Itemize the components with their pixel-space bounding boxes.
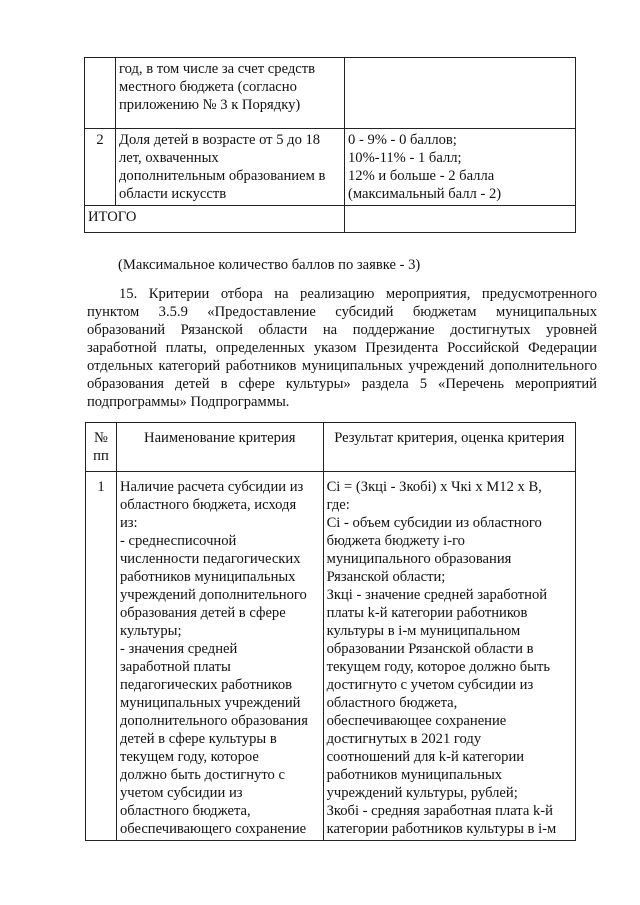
text-line: учреждений дополнительного	[119, 587, 307, 603]
text-line: должно быть достигнуто с	[119, 767, 285, 783]
header-num	[86, 423, 117, 472]
text-line: - среднесписочной	[119, 533, 237, 549]
text-line: областного бюджета,	[119, 803, 251, 819]
criterion-cell	[116, 58, 345, 129]
text-line: педагогических работников	[119, 677, 293, 693]
criterion-cell	[116, 472, 323, 841]
text-line: 10%-11% - 1 балл;	[348, 150, 462, 166]
header-num-symbol: №	[94, 430, 108, 446]
text-line: заработной платы	[119, 659, 231, 675]
text-line: дополнительного образования	[119, 713, 308, 729]
section-15-paragraph: 15. Критерии отбора на реализацию мероприятия, предусмотренного пунктом 3.5.9 «Предоставление субсидий бюджетам муниципальных образований Рязанской области на поддержание достигнутых уровней заработной платы, определенных указом Президента Российской Федерации отдельных категорий работников муниципальных учреждений дополнительного образования детей в сфере культуры» раздела 5 «Перечень мероприятий подпрограммы» Подпрограммы.	[87, 286, 597, 410]
header-result: Результат критерия, оценка критерия	[323, 423, 575, 472]
text-line: приложению № 3 к Порядку)	[119, 97, 301, 113]
text-line: детей в сфере культуры в	[119, 731, 277, 747]
criteria-table-continued	[84, 57, 576, 233]
text-line: достигнуто с учетом субсидии из	[326, 677, 534, 693]
criteria-table-section-15	[85, 422, 576, 841]
result-cell	[323, 472, 575, 841]
table-row	[86, 472, 576, 841]
text-line: образовании Рязанской области в	[326, 641, 534, 657]
criterion-cell	[116, 129, 345, 206]
total-label: ИТОГО	[85, 206, 345, 233]
text-line: культуры в i-м муниципальном	[326, 623, 521, 639]
text-line: численности педагогических	[119, 551, 301, 567]
text-line: Зкобi - средняя заработная плата k-й	[326, 803, 553, 819]
table-header-row	[86, 423, 576, 472]
text-line: (максимальный балл - 2)	[348, 186, 502, 202]
text-line: из:	[119, 515, 138, 531]
table-row	[85, 129, 576, 206]
total-value	[345, 206, 576, 233]
header-criterion: Наименование критерия	[116, 423, 323, 472]
text-line: Сi - объем субсидии из областного	[326, 515, 542, 531]
text-line: бюджета бюджету i-го	[326, 533, 465, 549]
text-line: 0 - 9% - 0 баллов;	[348, 132, 457, 148]
text-line: работников муниципальных	[119, 569, 296, 585]
row-number: 2	[85, 129, 116, 206]
text-line: обеспечивающего сохранение	[119, 821, 307, 837]
text-line: Сi = (Зкцi - Зкобi) х Чкi х М12 х В,	[326, 479, 542, 495]
text-line: лет, охваченных	[119, 150, 219, 166]
text-line: соотношений для k-й категории	[326, 749, 525, 765]
text-line: Рязанской области;	[326, 569, 446, 585]
table-row	[85, 58, 576, 129]
text-line: областного бюджета,	[326, 695, 458, 711]
text-line: Наличие расчета субсидии из	[119, 479, 304, 495]
header-num-abbr: пп	[93, 448, 109, 464]
row-number: 1	[86, 472, 117, 841]
text-line: местного бюджета (согласно	[119, 79, 297, 95]
text-line: муниципальных учреждений	[119, 695, 301, 711]
text-line: категории работников культуры в i-м	[326, 821, 557, 837]
text-line: учреждений культуры, рублей;	[326, 785, 518, 801]
max-score-note: (Максимальное количество баллов по заявке - 3)	[118, 257, 421, 273]
text-line: - значения средней	[119, 641, 238, 657]
text-line: где:	[326, 497, 350, 513]
text-line: областного бюджета, исходя	[119, 497, 297, 513]
text-line: год, в том числе за счет средств	[119, 61, 316, 77]
text-line: образования детей в сфере	[119, 605, 286, 621]
text-line: Зкцi - значение средней заработной	[326, 587, 548, 603]
text-line: дополнительным образованием в	[119, 168, 326, 184]
text-line: текущем году, которое должно быть	[326, 659, 551, 675]
text-line: культуры;	[119, 623, 182, 639]
text-line: текущем году, которое	[119, 749, 259, 765]
text-line: 12% и больше - 2 балла	[348, 168, 495, 184]
text-line: обеспечивающее сохранение	[326, 713, 507, 729]
text-line: работников муниципальных	[326, 767, 503, 783]
text-line: учетом субсидии из	[119, 785, 243, 801]
table-row-total	[85, 206, 576, 233]
result-cell	[345, 58, 576, 129]
row-number	[85, 58, 116, 129]
text-line: муниципального образования	[326, 551, 512, 567]
result-cell	[345, 129, 576, 206]
text-line: Доля детей в возрасте от 5 до 18	[119, 132, 321, 148]
text-line: достигнутых в 2021 году	[326, 731, 482, 747]
text-line: области искусств	[119, 186, 227, 202]
text-line: платы k-й категории работников	[326, 605, 528, 621]
